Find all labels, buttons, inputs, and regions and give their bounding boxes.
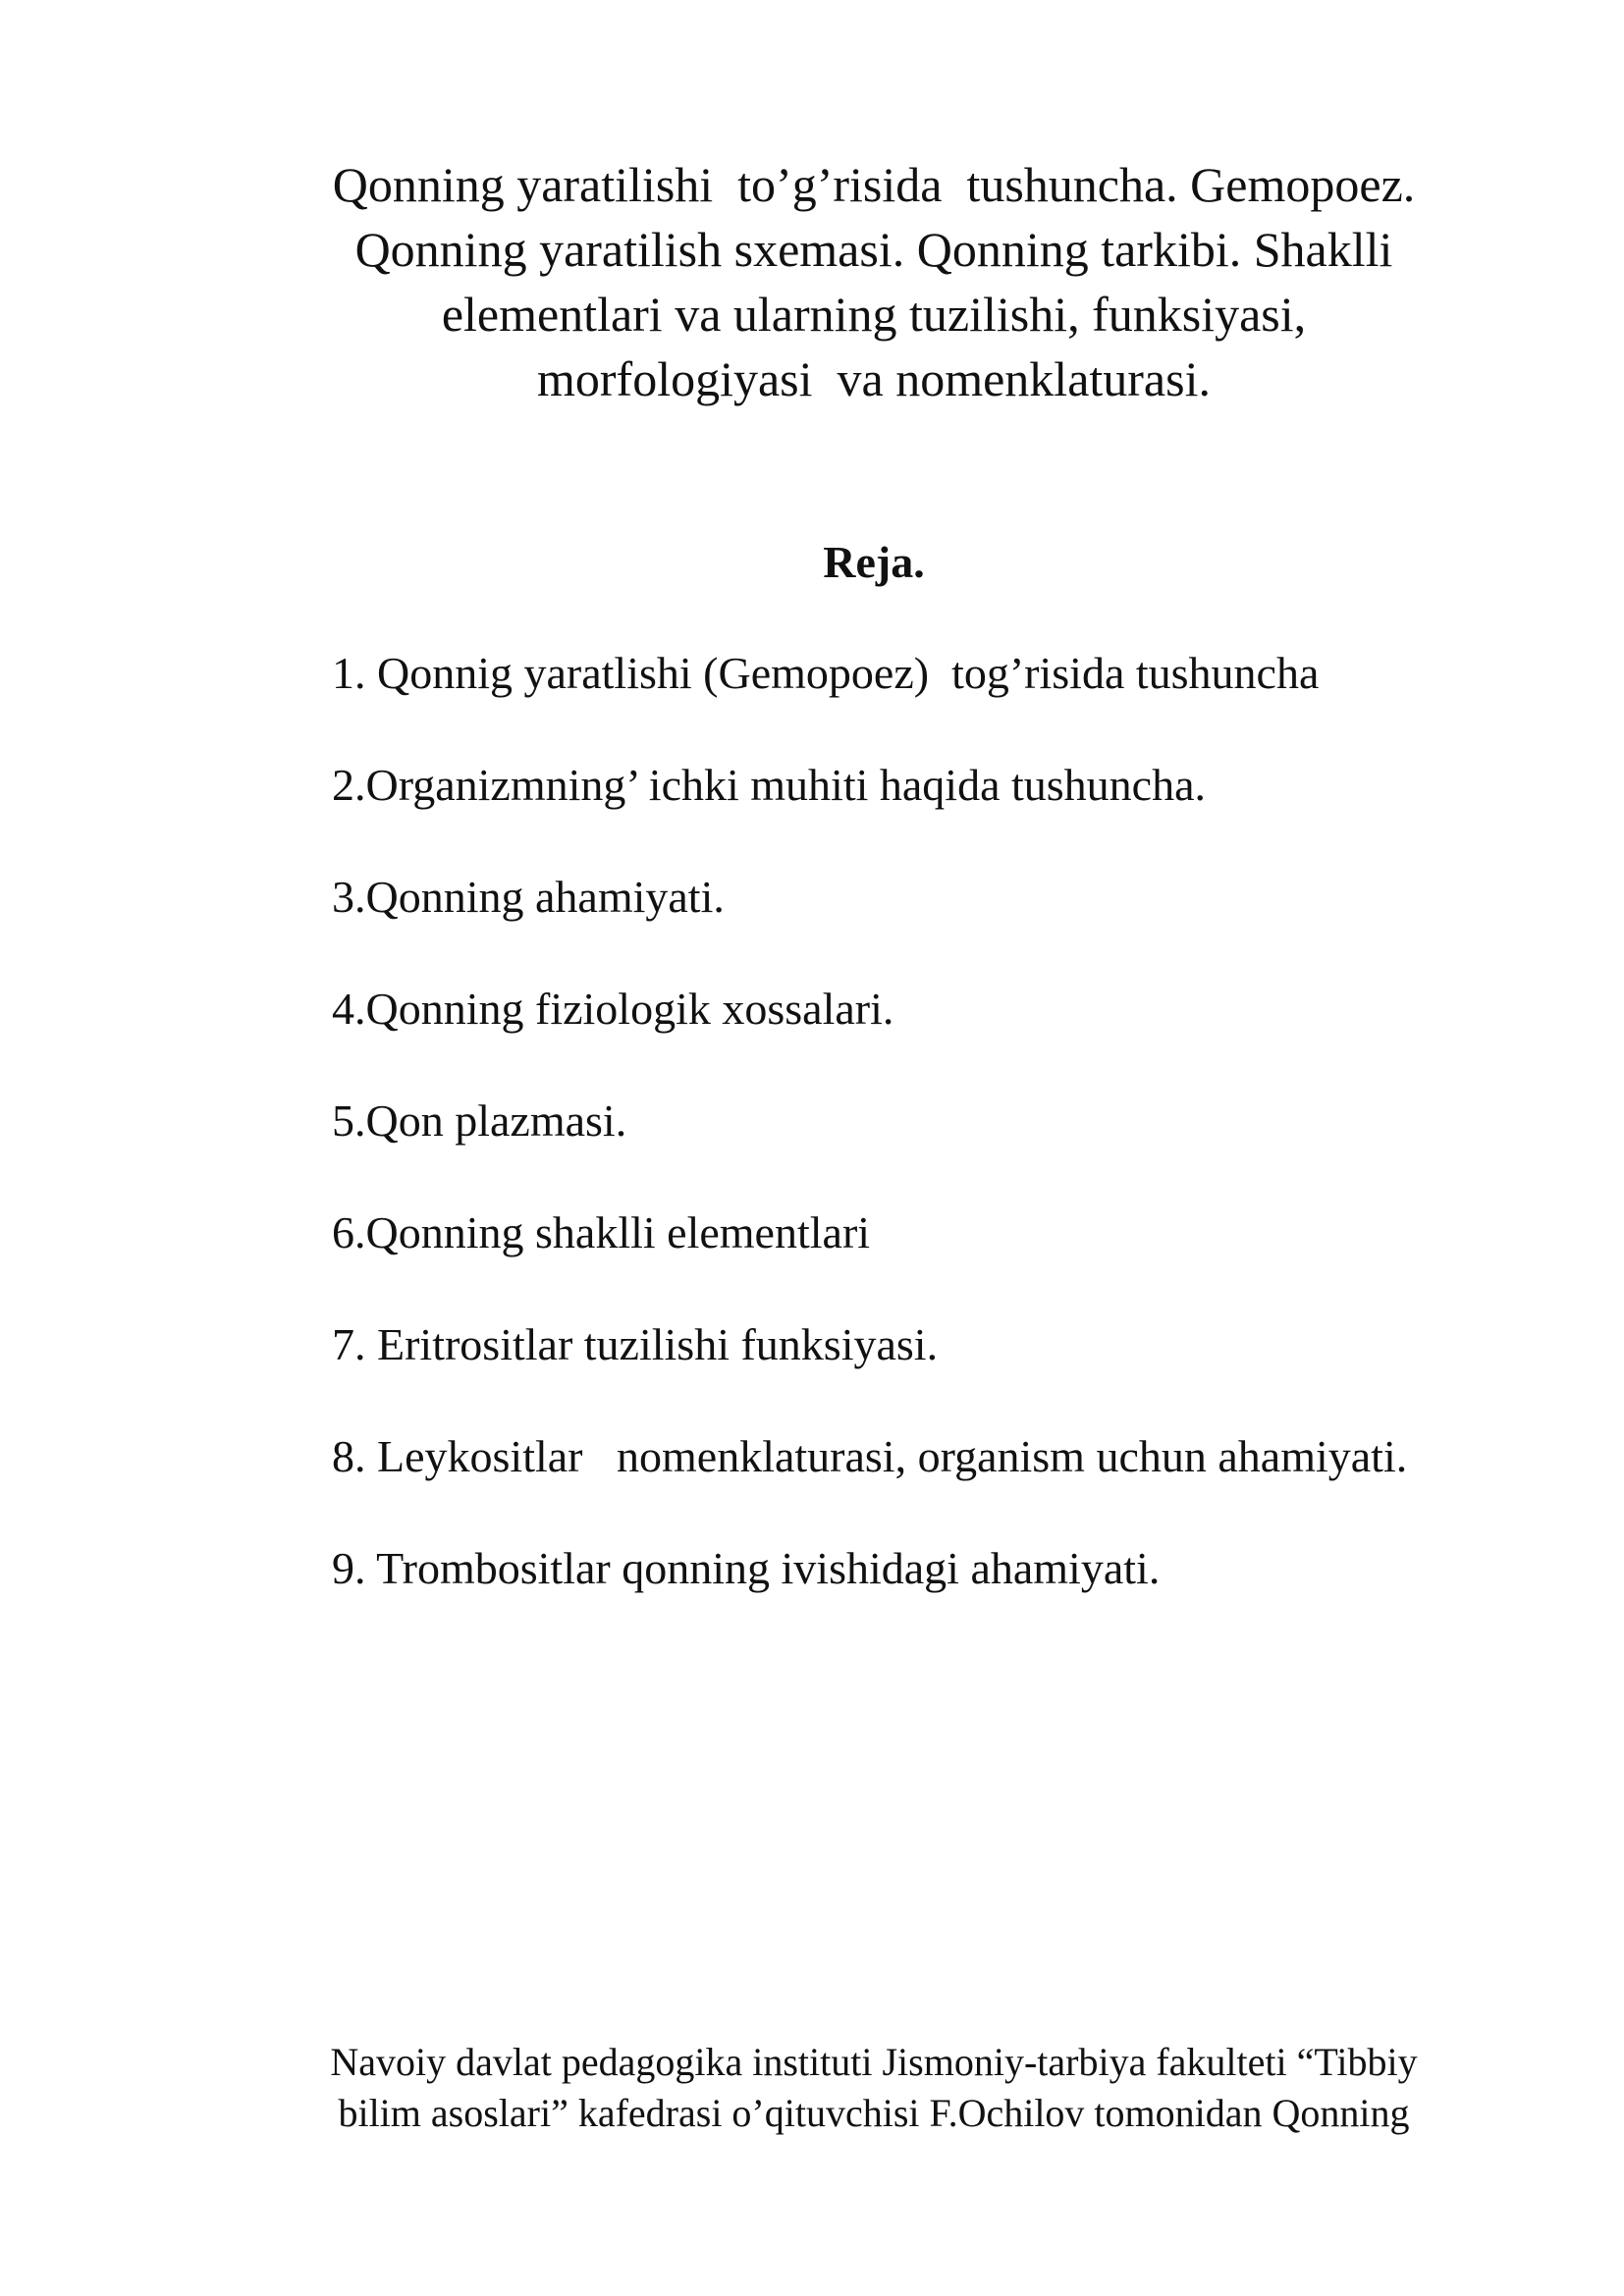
plan-item: 6.Qonning shaklli elementlari [332,1207,871,1257]
plan-item: 7. Eritrositlar tuzilishi funksiyasi. [332,1319,939,1369]
plan-item: 8. Leykositlar nomenklaturasi, organism uchun ahamiyati. [332,1431,1408,1481]
plan-item: 4.Qonning fiziologik xossalari. [332,984,894,1034]
title-line: morfologiyasi va nomenklaturasi. [537,351,1211,406]
plan-item: 1. Qonnig yaratlishi (Gemopoez) tog’risida tushuncha [332,648,1320,698]
footer-note [196,2037,1551,2139]
plan-item: 2.Organizmning’ ichki muhiti haqida tushuncha. [332,760,1207,810]
title-line: elementlari va ularning tuzilishi, funksiyasi, [441,287,1307,342]
plan-item: 5.Qon plazmasi. [332,1095,627,1146]
title-line: Qonning yaratilish sxemasi. Qonning tarkibi. Shaklli [354,222,1393,277]
document-title [236,152,1512,411]
plan-item: 3.Qonning ahamiyati. [332,872,725,922]
title-line: Qonning yaratilishi to’g’risida tushuncha. Gemopoez. [332,157,1416,212]
footer-line: Navoiy davlat pedagogika instituti Jismoniy-tarbiya fakulteti “Tibbiy [330,2040,1418,2084]
plan-list [332,646,1407,1653]
footer-line: bilim asoslari” kafedrasi o’qituvchisi F.Ochilov tomonidan Qonning [338,2091,1410,2135]
plan-heading: Reja. [823,537,925,587]
plan-item: 9. Trombositlar qonning ivishidagi ahamiyati. [332,1543,1161,1593]
